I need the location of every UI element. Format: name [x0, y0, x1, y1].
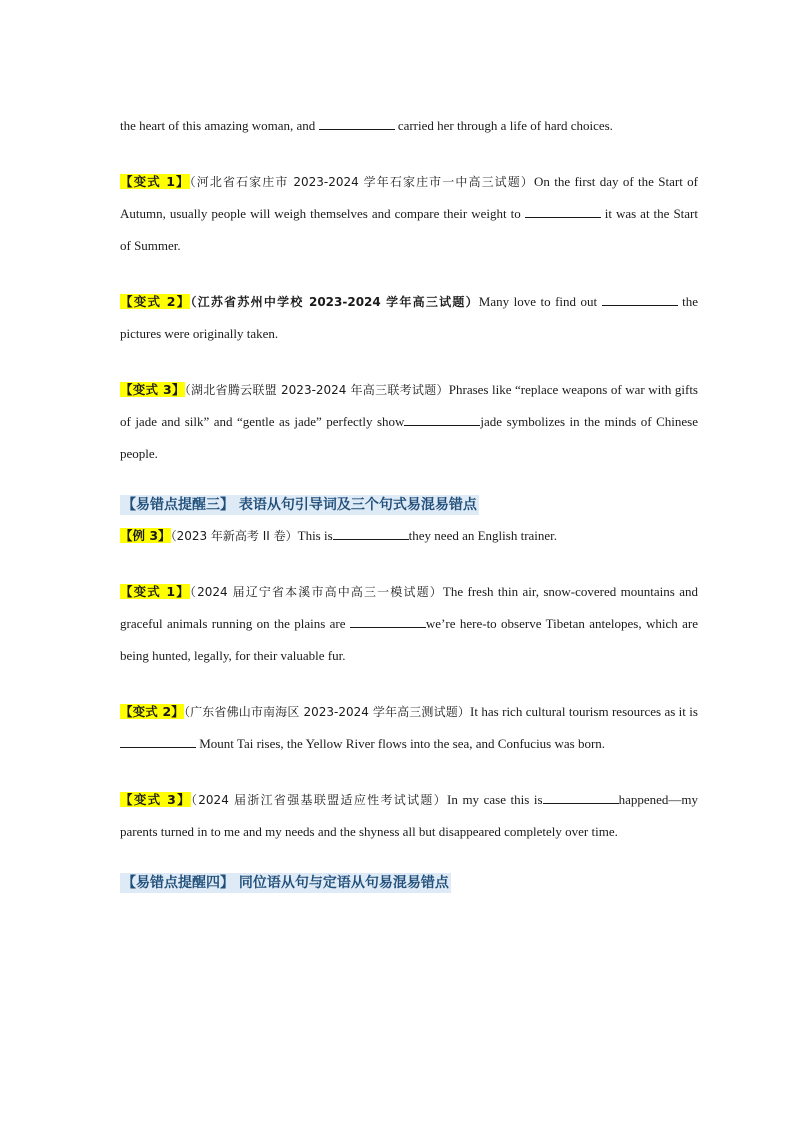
question-source: （2024 届浙江省强基联盟适应性考试试题）: [190, 793, 448, 807]
question-text-a: Many love to find out: [478, 294, 602, 309]
answer-blank[interactable]: [319, 128, 395, 130]
variant-tag: 【变式 2】: [120, 294, 191, 309]
question-text-a: It has rich cultural tourism resources as it is: [470, 704, 698, 719]
question-source: （2023 年新高考 II 卷）: [170, 529, 298, 543]
answer-blank[interactable]: [333, 538, 409, 540]
variant-tag: 【变式 2】: [120, 704, 184, 719]
question-text-a: In my case this is: [447, 792, 543, 807]
section-heading-4: [120, 868, 698, 898]
variant-tag: 【变式 1】: [120, 174, 190, 189]
answer-blank[interactable]: [525, 216, 601, 218]
example-tag: 【例 3】: [120, 528, 171, 543]
s3-variant2-item: [120, 696, 698, 760]
answer-blank[interactable]: [602, 304, 678, 306]
example3-item: [120, 520, 698, 552]
intro-text-a: the heart of this amazing woman, and: [120, 118, 319, 133]
question-text-b: happened—my parents turned in to me and my needs and the shyness all but disappeared completely over time.: [120, 792, 699, 839]
question-source: （江苏省苏州中学校 2023-2024 学年高三试题）: [190, 295, 479, 309]
s3-variant1-item: [120, 576, 698, 672]
answer-blank[interactable]: [350, 626, 426, 628]
question-source: （广东省佛山市南海区 2023-2024 学年高三测试题）: [183, 705, 471, 719]
question-text-b: it was at the Start of Summer.: [120, 206, 698, 253]
question-text-b: jade symbolizes in the minds of Chinese people.: [120, 414, 698, 461]
answer-blank[interactable]: [404, 424, 480, 426]
answer-blank[interactable]: [120, 746, 196, 748]
variant2-item: [120, 286, 698, 350]
variant-tag: 【变式 3】: [120, 382, 185, 397]
variant3-item: [120, 374, 698, 470]
section-heading-3: [120, 490, 698, 520]
question-text-b: the pictures were originally taken.: [120, 294, 698, 341]
variant-tag: 【变式 1】: [120, 584, 190, 599]
question-text-a: This is: [297, 528, 333, 543]
question-source: （2024 届辽宁省本溪市高中高三一模试题）: [189, 585, 443, 599]
question-source: （湖北省腾云联盟 2023-2024 年高三联考试题）: [184, 383, 449, 397]
intro-text-b: carried her through a life of hard choices.: [394, 118, 613, 133]
question-text-a: On the first day of the Start of Autumn, usually people will weigh themselves and compare their weight to: [120, 174, 699, 221]
question-text-b: we’re here-to observe Tibetan antelopes, which are being hunted, legally, for their valuable fur.: [120, 616, 698, 663]
intro-paragraph: [120, 110, 698, 142]
variant-tag: 【变式 3】: [120, 792, 191, 807]
question-source: （河北省石家庄市 2023-2024 学年石家庄市一中高三试题）: [189, 175, 534, 189]
question-text-b: Mount Tai rises, the Yellow River flows into the sea, and Confucius was born.: [196, 736, 606, 751]
document-page: [120, 110, 698, 898]
question-text-a: Phrases like “replace weapons of war with gifts of jade and silk” and “gentle as jade” perfectly show: [120, 382, 698, 429]
s3-variant3-item: [120, 784, 698, 848]
variant1-item: [120, 166, 698, 262]
answer-blank[interactable]: [543, 802, 619, 804]
question-text-b: they need an English trainer.: [408, 528, 558, 543]
section-title: 【易错点提醒三】 表语从句引导词及三个句式易混易错点: [122, 497, 477, 513]
section-title: 【易错点提醒四】 同位语从句与定语从句易混易错点: [122, 875, 449, 891]
question-text-a: The fresh thin air, snow-covered mountains and graceful animals running on the plains are: [120, 584, 698, 631]
